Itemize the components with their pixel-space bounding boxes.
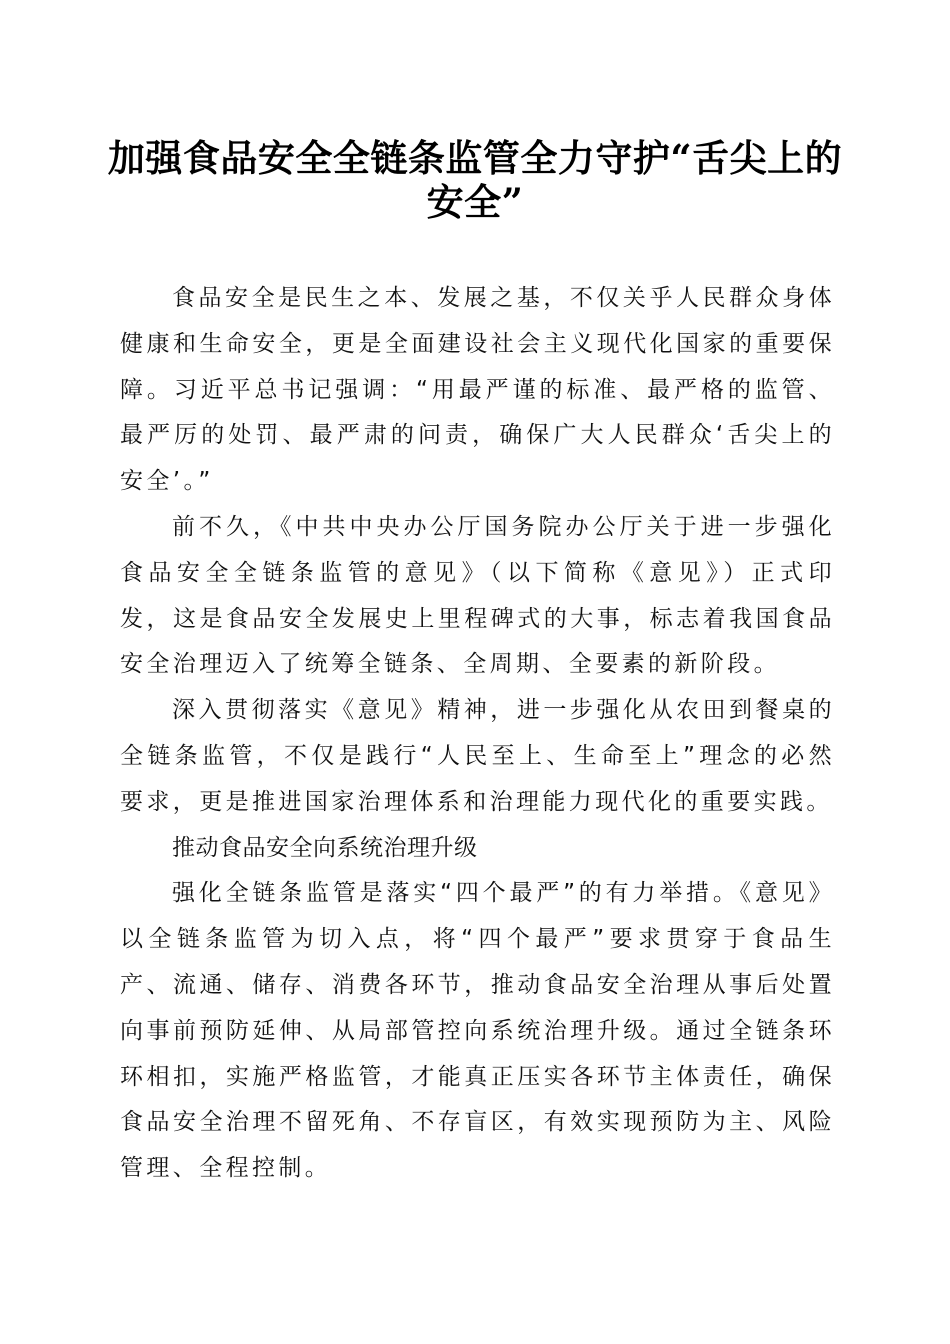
section-subheading: 推动食品安全向系统治理升级 <box>172 834 478 861</box>
paragraph-system-governance: 强化全链条监管是落实“四个最严”的有力举措。《意见》以全链条监管为切入点，将“四个最严”要求贯穿于食品生产、流通、储存、消费各环节，推动食品安全治理从事后处置向事前预防延伸、从局部管控向系统治理升级。通过全链条环环相扣，实施严格监管，才能真正压实各环节主体责任，确保食品安全治理不留死角、不存盲区，有效实现预防为主、风险管理、全程控制。 <box>120 880 835 1182</box>
document-body <box>120 276 835 1192</box>
document-title: 加强食品安全全链条监管全力守护“舌尖上的安全” <box>107 136 843 224</box>
paragraph-opinion-issued: 前不久，《中共中央办公厅国务院办公厅关于进一步强化食品安全全链条监管的意见》（以下简称《意见》）正式印发，这是食品安全发展史上里程碑式的大事，标志着我国食品安全治理迈入了统筹全链条、全周期、全要素的新阶段。 <box>120 513 835 678</box>
paragraph-intro: 食品安全是民生之本、发展之基，不仅关乎人民群众身体健康和生命安全，更是全面建设社会主义现代化国家的重要保障。习近平总书记强调：“用最严谨的标准、最严格的监管、最严厉的处罚、最严肃的问责，确保广大人民群众‘舌尖上的安全’。” <box>120 285 835 495</box>
paragraph-implementation: 深入贯彻落实《意见》精神，进一步强化从农田到餐桌的全链条监管，不仅是践行“人民至上、生命至上”理念的必然要求，更是推进国家治理体系和治理能力现代化的重要实践。 <box>120 697 835 815</box>
